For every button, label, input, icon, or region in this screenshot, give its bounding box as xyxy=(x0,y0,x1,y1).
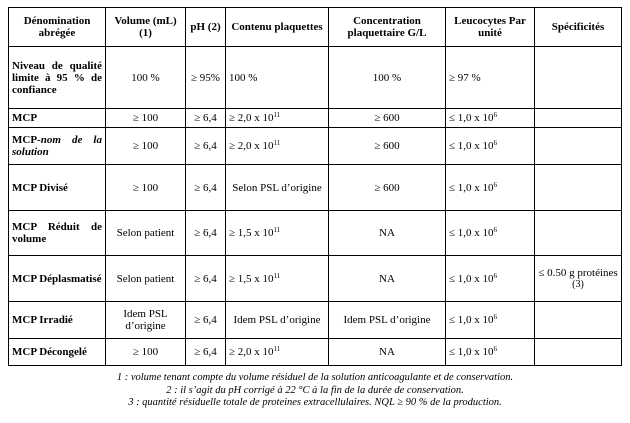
cell-leucocytes: ≤ 1,0 x $10^6$ xyxy=(446,256,535,302)
cell-ph: ≥ 6,4 xyxy=(186,211,226,256)
header-concentration: Concentration plaquettaire G/L xyxy=(329,8,446,47)
cell-ph: ≥ 6,4 xyxy=(186,256,226,302)
row-name: MCP Divisé xyxy=(9,165,106,211)
header-row xyxy=(9,8,622,47)
footnote-1: 1 : volume tenant compte du volume résiduel de la solution anticoagulante et de conservation. xyxy=(116,372,514,383)
table-row xyxy=(9,211,622,256)
cell-specificites: ≤ 0.50 g protéines (3) xyxy=(535,256,622,302)
cell-volume: ≥ 100 xyxy=(106,109,186,128)
footnote-2: 2 : il s’agit du pH corrigé à 22 °C à la fin de la durée de conservation. xyxy=(166,384,464,396)
cell-contenu: 100 % xyxy=(226,47,329,109)
cell-specificites xyxy=(535,302,622,339)
cell-concentration: NA xyxy=(329,211,446,256)
cell-specificites xyxy=(535,128,622,165)
cell-volume: Idem PSL d’origine xyxy=(106,302,186,339)
cell-leucocytes: ≤ 1,0 x $10^6$ xyxy=(446,339,535,366)
header-leucocytes: Leucocytes Par unité xyxy=(446,8,535,47)
cell-contenu: ≥ 2,0 x $10^{11}$ xyxy=(226,109,329,128)
cell-leucocytes: ≥ 97 % xyxy=(446,47,535,109)
row-name: MCP Déplasmatisé xyxy=(9,256,106,302)
cell-concentration: ≥ 600 xyxy=(329,165,446,211)
cell-specificites xyxy=(535,165,622,211)
footnotes xyxy=(0,372,630,410)
table-row xyxy=(9,302,622,339)
header-volume: Volume (mL) (1) xyxy=(106,8,186,47)
cell-contenu: ≥ 2,0 x $10^{11}$ xyxy=(226,339,329,366)
cell-specificites xyxy=(535,339,622,366)
cell-contenu: ≥ 1,5 x $10^{11}$ xyxy=(226,211,329,256)
cell-concentration: NA xyxy=(329,339,446,366)
header-denomination: Dénomination abrégée xyxy=(9,8,106,47)
cell-specificites xyxy=(535,211,622,256)
cell-leucocytes: ≤ 1,0 x $10^6$ xyxy=(446,302,535,339)
cell-volume: ≥ 100 xyxy=(106,128,186,165)
cell-concentration: ≥ 600 xyxy=(329,128,446,165)
table-row xyxy=(9,47,622,109)
row-name: MCP xyxy=(9,109,106,128)
cell-leucocytes: ≤ 1,0 x $10^6$ xyxy=(446,165,535,211)
row-name: MCP Irradié xyxy=(9,302,106,339)
row-name: Niveau de qualité limite à 95 % de confiance xyxy=(9,47,106,109)
footnote-3: 3 : quantité résiduelle totale de proteines extracellulaires. NQL ≥ 90 % de la production. xyxy=(128,397,502,408)
table-row xyxy=(9,165,622,211)
cell-volume: ≥ 100 xyxy=(106,339,186,366)
cell-leucocytes: ≤ 1,0 x $10^6$ xyxy=(446,211,535,256)
cell-contenu: Selon PSL d’origine xyxy=(226,165,329,211)
cell-leucocytes: ≤ 1,0 x $10^6$ xyxy=(446,109,535,128)
cell-concentration: NA xyxy=(329,256,446,302)
cell-leucocytes: ≤ 1,0 x $10^6$ xyxy=(446,128,535,165)
cell-concentration: ≥ 600 xyxy=(329,109,446,128)
cell-specificites xyxy=(535,47,622,109)
row-name: MCP Réduit de volume xyxy=(9,211,106,256)
platelet-spec-table xyxy=(8,7,622,366)
cell-volume: 100 % xyxy=(106,47,186,109)
table-row xyxy=(9,339,622,366)
cell-specificites xyxy=(535,109,622,128)
table-row xyxy=(9,128,622,165)
cell-ph: ≥ 6,4 xyxy=(186,165,226,211)
cell-ph: ≥ 95% xyxy=(186,47,226,109)
table-row xyxy=(9,109,622,128)
row-name: MCP-nom de la solution xyxy=(9,128,106,165)
row-name: MCP Décongelé xyxy=(9,339,106,366)
cell-ph: ≥ 6,4 xyxy=(186,109,226,128)
cell-ph: ≥ 6,4 xyxy=(186,302,226,339)
header-ph: pH (2) xyxy=(186,8,226,47)
cell-contenu: ≥ 2,0 x $10^{11}$ xyxy=(226,128,329,165)
cell-contenu: ≥ 1,5 x $10^{11}$ xyxy=(226,256,329,302)
cell-volume: Selon patient xyxy=(106,211,186,256)
cell-ph: ≥ 6,4 xyxy=(186,128,226,165)
cell-concentration: Idem PSL d’origine xyxy=(329,302,446,339)
cell-concentration: 100 % xyxy=(329,47,446,109)
header-contenu: Contenu plaquettes xyxy=(226,8,329,47)
cell-contenu: Idem PSL d’origine xyxy=(226,302,329,339)
cell-ph: ≥ 6,4 xyxy=(186,339,226,366)
table-row xyxy=(9,256,622,302)
cell-volume: Selon patient xyxy=(106,256,186,302)
cell-volume: ≥ 100 xyxy=(106,165,186,211)
header-specificites: Spécificités xyxy=(535,8,622,47)
